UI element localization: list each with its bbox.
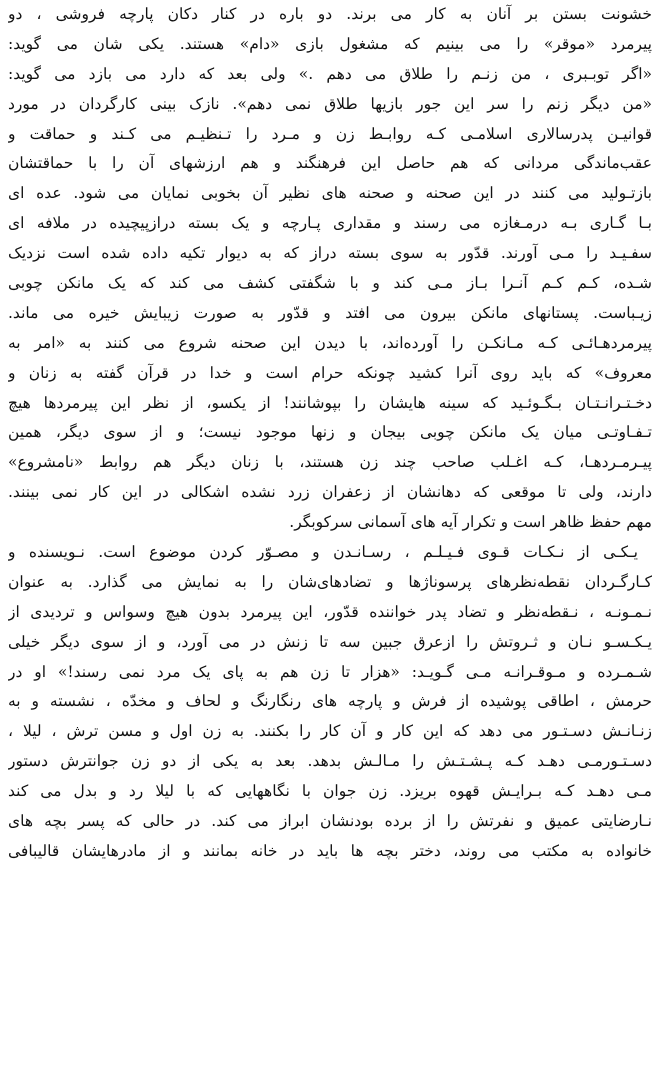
text-line: بازتـولید می کنند در این صحنه و صحنه های نظیر آن بخوبی نمایان می شود. عده ای	[8, 184, 652, 203]
text-line: «من دیگر زنم را سر این جور بازیها طلاق نمی دهم». نازک بینی کارگردان در مورد	[8, 94, 652, 113]
text-line: حرمش ، اطاقی پوشیده از فرش و پارچه های رنگارنگ و لحاف و مخدّه ، نشسته و به	[8, 692, 652, 711]
text-line: زنـانـش دسـتـور می دهد که این کار و آن کار را بکنند. به زن اول و مسن ترش ، لیلا ،	[8, 722, 652, 741]
text-line: نـمـونـه ، نـقطه‌نظر و تضاد پدر خواننده قدّور، این پیرمرد بدون هیچ وسواس و تردیدی از	[8, 602, 652, 621]
text-line: یـکـسـو نـان و ثـروتش را ازعرق جبین سه تا زنش در می آورد، و از سوی دیگر خیلی	[8, 632, 652, 651]
text-line: زیـباست. پستانهای مانکن بیرون می افتد و قدّور به صورت زیبایش خیره می ماند.	[8, 303, 652, 322]
text-line: شـمـرده و مـوقـرانـه مـی گـویـد: «هزار تا زن هم به پای یک مرد نمی رسند!» او در	[8, 662, 652, 681]
text-line: مـی دهـد کـه بـرایـش قهوه بریزد. زن جوان با نگاههایی که با لیلا رد و بدل می کند	[8, 782, 652, 801]
text-line: خشونت بستن بر آنان به کار می برند. دو باره در کنار دکان پارچه فروشی ، دو	[8, 5, 652, 23]
text-line: خانواده به مکتب می روند، دختر بچه ها باید در خانه بمانند و از مادرهایشان قالیبافی	[8, 841, 652, 860]
paragraph-2	[8, 538, 652, 867]
text-line: پیرمرد «موقر» را می بینیم که مشغول بازی «دام» هستند. یکی شان می گوید:	[8, 34, 652, 53]
text-line: دارند، ولی تا موقعی که دهانشان از زعفران زرد نشده اشکالی در این کار نمی بینند.	[8, 483, 652, 502]
text-line: یـکـی از نـکـات قـوی فـیـلـم ، رسـانـدن و مصـوّر کردن موضوع است. نـویسنده و	[8, 543, 638, 562]
text-line: «اگر توبـبری ، من زنـم را طلاق می دهم .» ولی بعد که دارد می بازد می گوید:	[8, 64, 652, 83]
text-line: قوانیـن پدرسالاری اسلامـی کـه روابـط زن و مـرد را تـنظیـم می کـند و حماقت و	[8, 124, 652, 143]
text-line: بـا گـاری بـه درمـغازه می رسند و مقداری پـارچه و یک بسته درازپیچیده در ملافه ای	[8, 214, 652, 233]
text-line: دسـتـورمـی دهـد کـه پـشـتـش را مـالـش بدهد. بعد به یکی از دو زن جوانترش دستور	[8, 752, 652, 771]
text-line: نـارضایتی عمیق و نفرتش را از برده بودنشان ابراز می کند. در حالی که پسر بچه های	[8, 812, 652, 831]
text-line: شـده، کـم کـم آنـرا بـاز مـی کند و با شگفتی کشف می کند که یک مانکن چوبی	[8, 274, 652, 293]
text-line: دخـتـرانـتـان بـگـوئـید که سینه هایشان را بپوشانند! از یکسو، از نظر این پیرمردها هیچ	[8, 393, 652, 412]
text-line: پیـرمـردهـا، کـه اغـلب صاحب چند زن هستند، با زنان دیگر هم روابط «نامشروع»	[8, 453, 652, 472]
text-line: مهم حفظ ظاهر است و تکرار آیه های آسمانی سرکوبگر.	[289, 513, 652, 532]
text-line: کـارگـردان نقطه‌نظرهای پرسوناژها و تضادهای‌شان را به نمایش می گذارد. به عنوان	[8, 572, 652, 591]
text-line: معروف» که باید روی آنرا کشید چونکه حرام است و خدا در قرآن گفته به زنان و	[8, 363, 652, 382]
text-line: سفـیـد را مـی آورند. قدّور به سوی بسته دراز که به دیوار تکیه داده شده است نزدیک	[8, 244, 652, 263]
text-line: عقب‌ماندگی مردانی که هم حاصل این فرهنگند و هم ارزشهای آن را با حماقتشان	[8, 154, 652, 173]
text-line: تـفـاوتـی میان یک مانکن چوبی بیجان و زنها موجود نیست؛ و از سوی دیگر، همین	[8, 423, 652, 442]
text-line: پیرمردهـائـی کـه مـانکـن را آورده‌اند، با دیدن این صحنه شروع می کنند به «امر به	[8, 333, 652, 352]
paragraph-1	[8, 0, 652, 538]
